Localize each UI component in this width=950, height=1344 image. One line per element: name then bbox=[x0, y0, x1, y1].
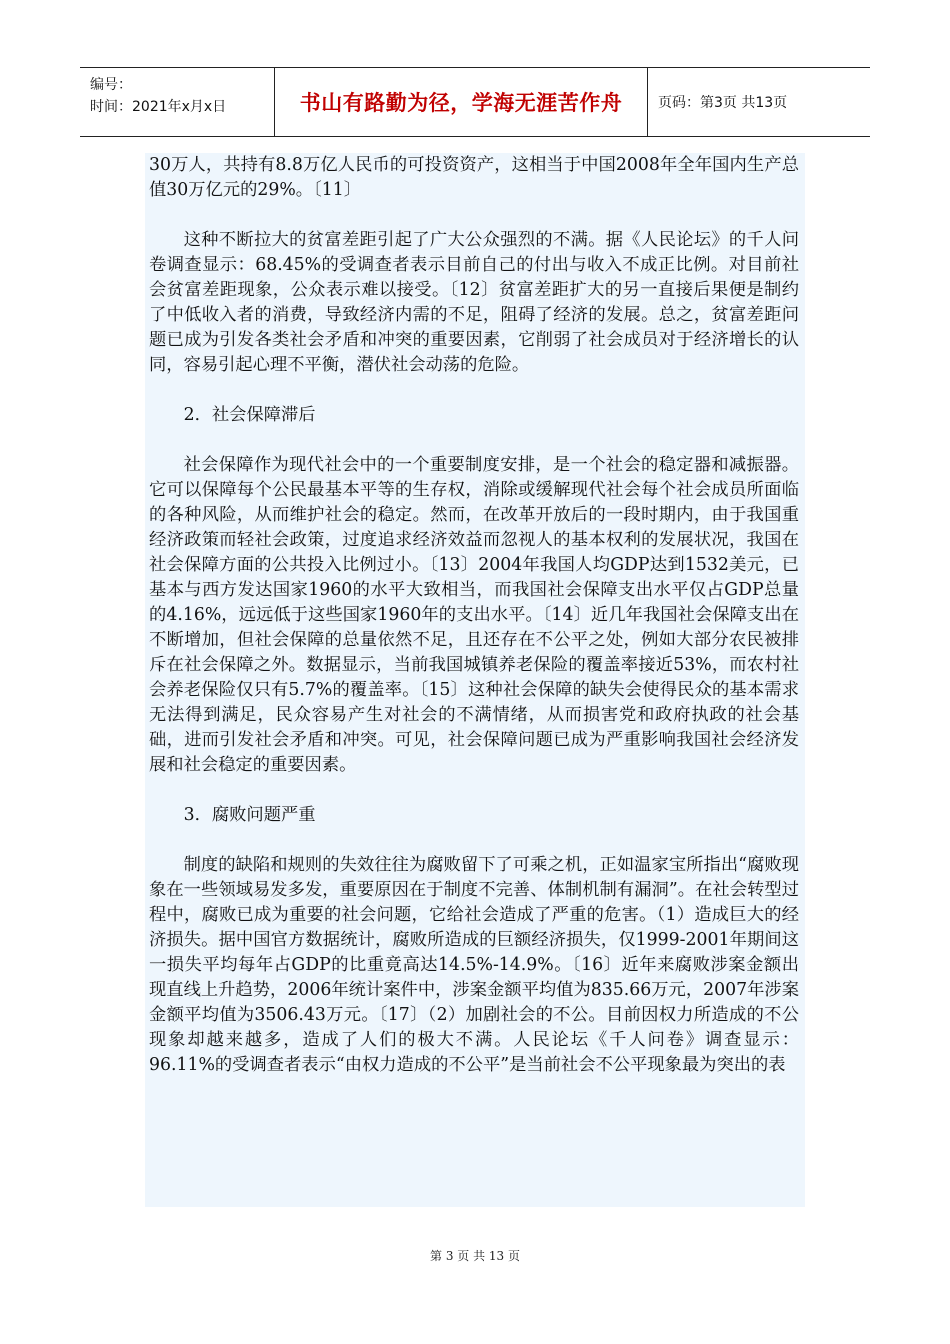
section-heading-corruption: 3．腐败问题严重 bbox=[183, 805, 316, 825]
document-time-label: 时间：2021年x月x日 bbox=[90, 99, 227, 115]
paragraph-corruption: 制度的缺陷和规则的失效往往为腐败留下了可乘之机，正如温家宝所指出“腐败现象在一些领域易发多发，重要原因在于制度不完善、体制机制有漏洞”。在社会转型过程中，腐败已成为重要的社会问题，它给社会造成了严重的危害。（1）造成巨大的经济损失。据中国官方数据统计，腐败所造成的巨额经济损失，仅1999-2001年期间这一损失平均每年占GDP的比重竟高达14.5%-14.9%。〔16〕近年来腐败涉案金额出现直线上升趋势，2006年统计案件中，涉案金额平均值为835.66万元，2007年涉案金额平均值为3506.43万元。〔17〕（2）加剧社会的不公。目前因权力所造成的不公现象却越来越多，造成了人们的极大不满。人民论坛《千人问卷》调查显示：96.11%的受调查者表示“由权力造成的不公平”是当前社会不公平现象最为突出的表 bbox=[149, 855, 799, 1075]
header-motto-cell bbox=[275, 68, 648, 136]
page-header bbox=[80, 67, 870, 137]
document-body bbox=[145, 153, 805, 1207]
header-motto: 书山有路勤为径，学海无涯苦作舟 bbox=[299, 91, 623, 115]
header-meta bbox=[80, 68, 275, 136]
document-number-label: 编号： bbox=[90, 77, 132, 93]
section-heading-social-security: 2．社会保障滞后 bbox=[183, 405, 316, 425]
paragraph-social-security: 社会保障作为现代社会中的一个重要制度安排，是一个社会的稳定器和减振器。它可以保障每个公民最基本平等的生存权，消除或缓解现代社会每个社会成员所面临的各种风险，从而维护社会的稳定。然而，在改革开放后的一段时期内，由于我国重经济政策而轻社会政策，过度追求经济效益而忽视人的基本权利的发展状况，我国在社会保障方面的公共投入比例过小。〔13〕2004年我国人均GDP达到1532美元，已基本与西方发达国家1960的水平大致相当，而我国社会保障支出水平仅占GDP总量的4.16%，远远低于这些国家1960年的支出水平。〔14〕近几年我国社会保障支出在不断增加，但社会保障的总量依然不足，且还存在不公平之处，例如大部分农民被排斥在社会保障之外。数据显示，当前我国城镇养老保险的覆盖率接近53%，而农村社会养老保险仅只有5.7%的覆盖率。〔15〕这种社会保障的缺失会使得民众的基本需求无法得到满足，民众容易产生对社会的不满情绪，从而损害党和政府执政的社会基础，进而引发社会矛盾和冲突。可见，社会保障问题已成为严重影响我国社会经济发展和社会稳定的重要因素。 bbox=[149, 455, 799, 775]
header-page-number: 页码：第3页 共13页 bbox=[658, 95, 788, 111]
header-page-info bbox=[648, 68, 870, 136]
page-footer: 第 3 页 共 13 页 bbox=[430, 1249, 520, 1263]
paragraph-continuation: 30万人，共持有8.8万亿人民币的可投资资产，这相当于中国2008年全年国内生产总值30万亿元的29%。〔11〕 bbox=[149, 155, 799, 200]
paragraph-wealth-gap: 这种不断拉大的贫富差距引起了广大公众强烈的不满。据《人民论坛》的千人问卷调查显示：68.45%的受调查者表示目前自己的付出与收入不成正比例。对目前社会贫富差距现象，公众表示难以接受。〔12〕贫富差距扩大的另一直接后果便是制约了中低收入者的消费，导致经济内需的不足，阻碍了经济的发展。总之，贫富差距问题已成为引发各类社会矛盾和冲突的重要因素，它削弱了社会成员对于经济增长的认同，容易引起心理不平衡，潜伏社会动荡的危险。 bbox=[149, 230, 799, 375]
